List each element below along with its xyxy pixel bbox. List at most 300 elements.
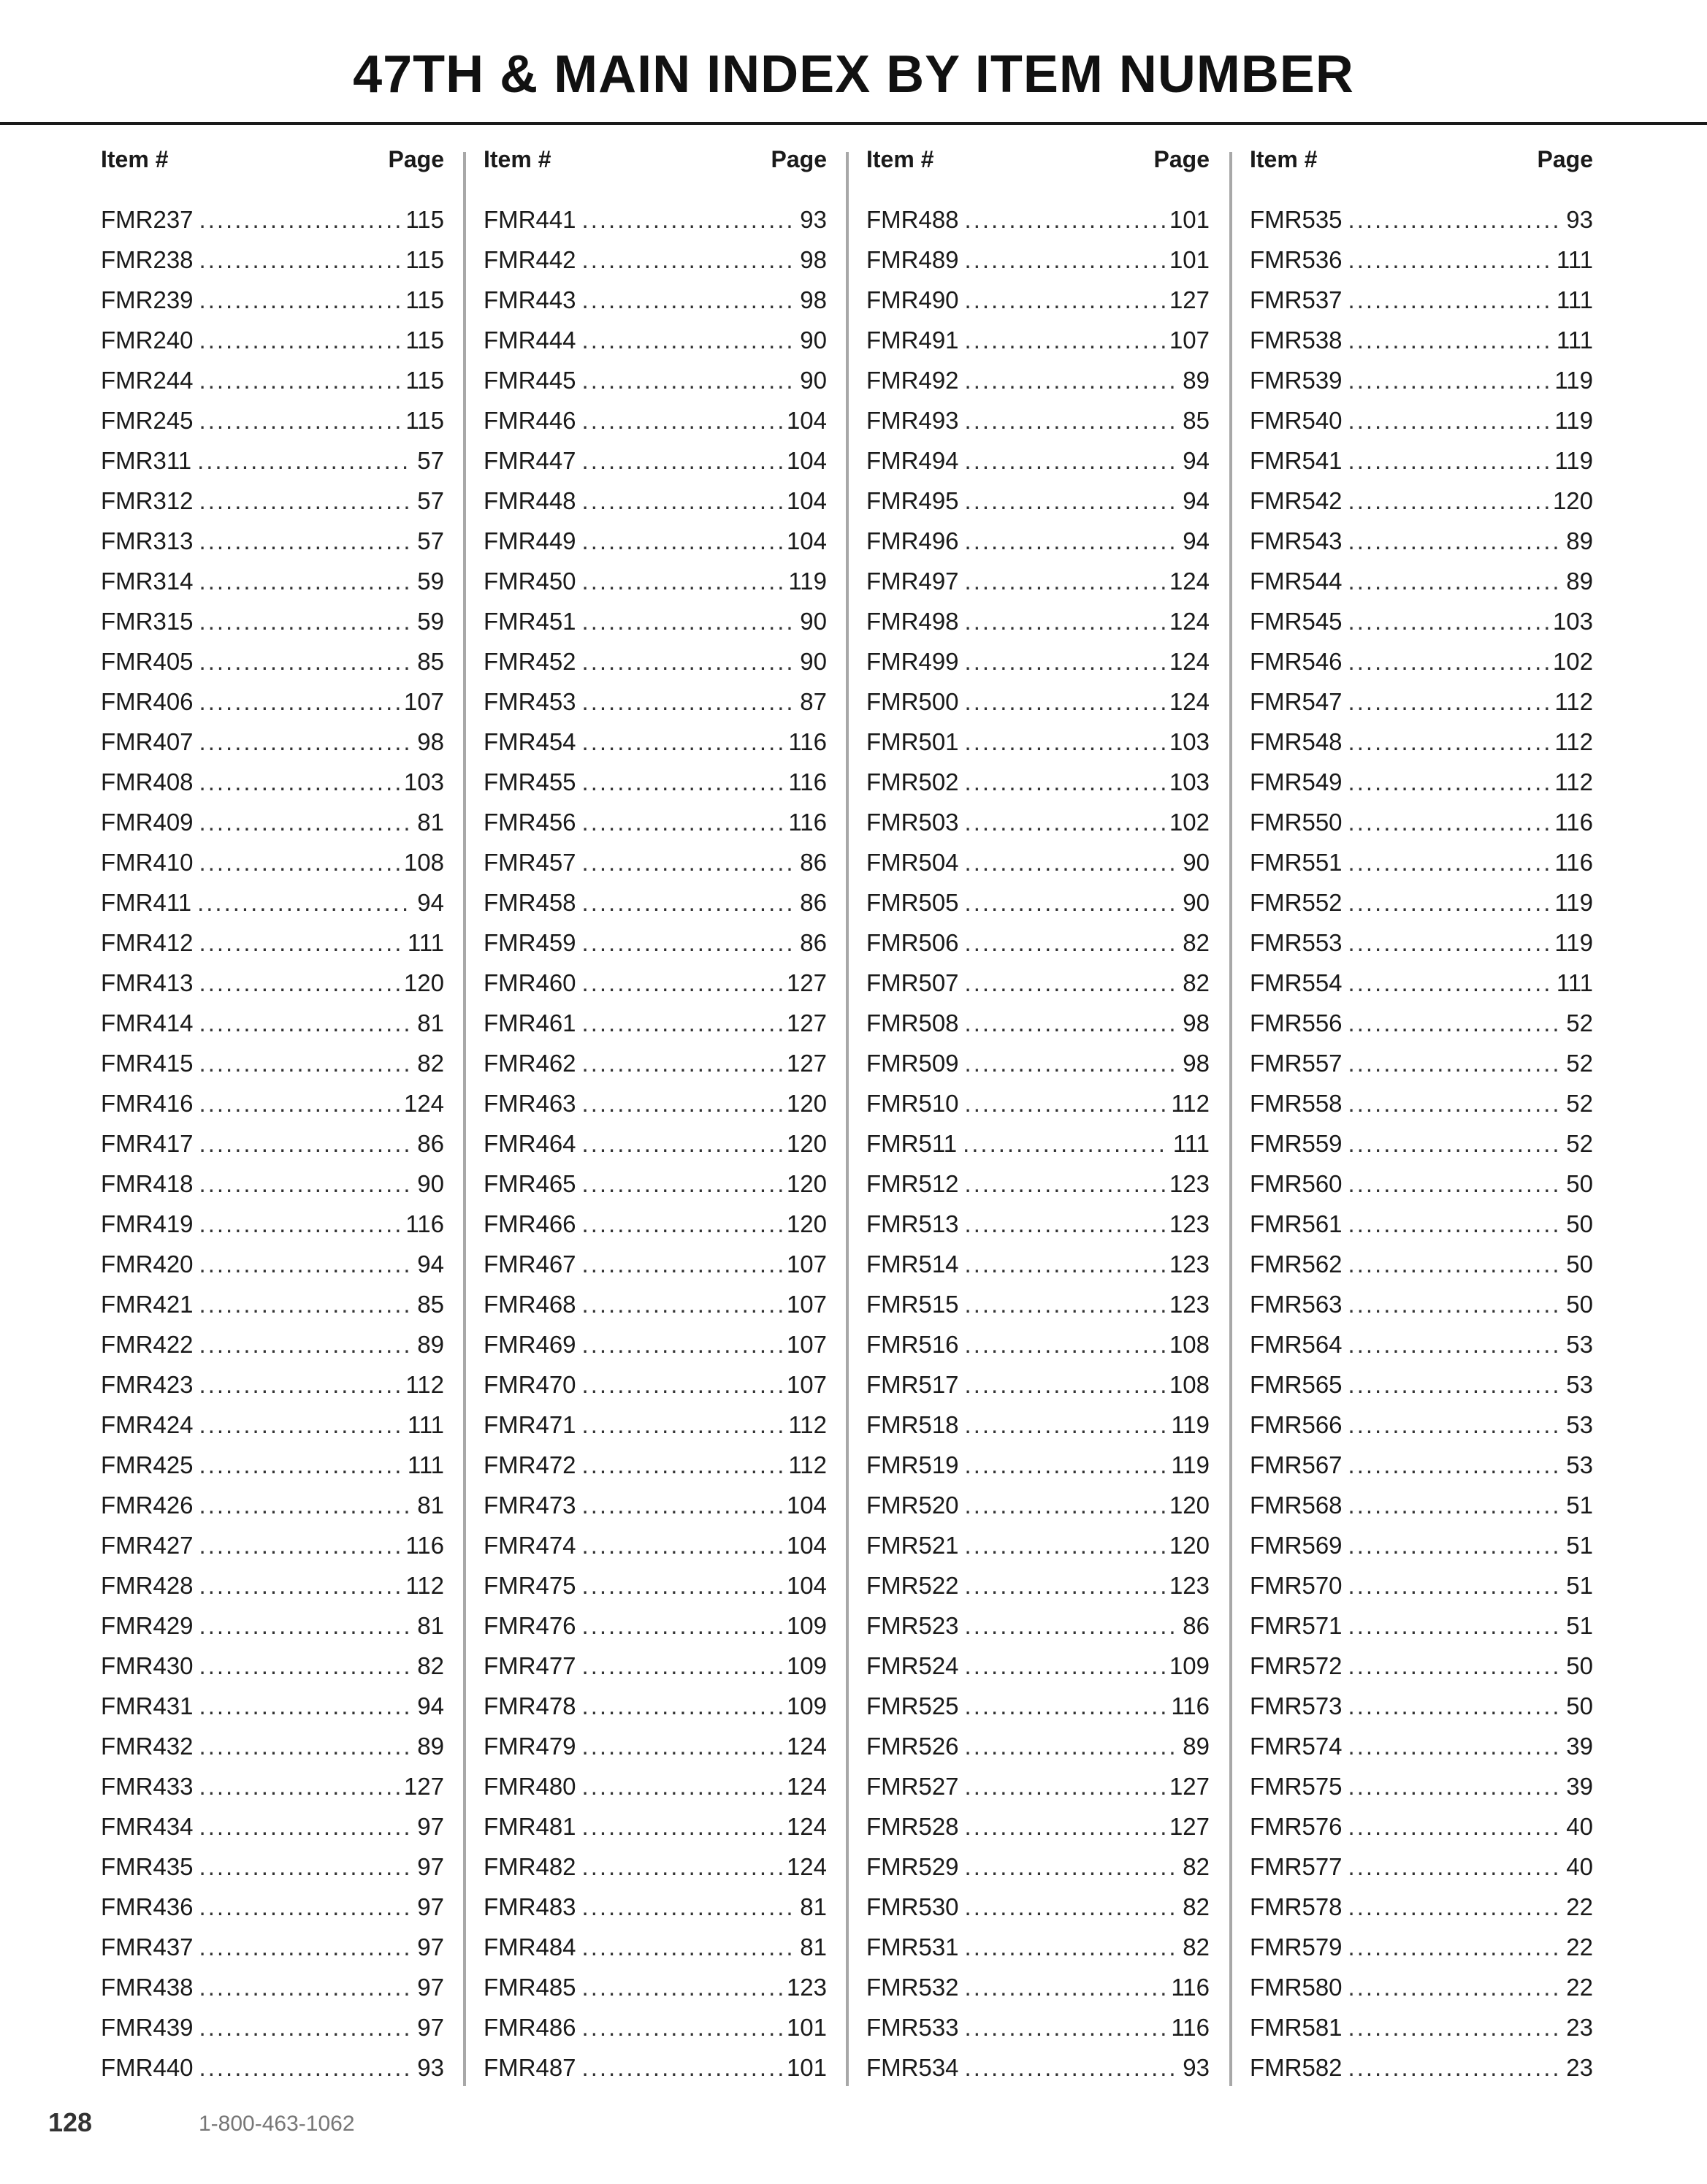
page-number: 52 (1566, 1050, 1593, 1077)
item-number: FMR456 (484, 809, 576, 836)
dot-leader (199, 1927, 413, 1967)
item-header: Item # (484, 146, 551, 172)
dot-leader (965, 2047, 1179, 2088)
page-title: 47TH & MAIN INDEX BY ITEM NUMBER (353, 45, 1354, 104)
index-entry (1250, 1686, 1593, 1726)
page-number: 124 (786, 1773, 827, 1800)
item-number: FMR443 (484, 286, 576, 313)
item-number: FMR572 (1250, 1652, 1343, 1679)
index-entry (484, 802, 827, 842)
dot-leader (199, 1686, 413, 1726)
index-entry (101, 1164, 444, 1204)
index-entry (484, 1887, 827, 1927)
dot-leader (965, 842, 1179, 882)
page-number: 103 (403, 768, 444, 795)
index-entry (866, 320, 1210, 360)
item-number: FMR479 (484, 1733, 576, 1760)
item-number: FMR569 (1250, 1532, 1343, 1559)
index-entry (866, 1525, 1210, 1565)
item-number: FMR461 (484, 1009, 576, 1036)
dot-leader (965, 1445, 1167, 1485)
dot-leader (582, 681, 796, 722)
item-number: FMR580 (1250, 1974, 1343, 2001)
item-number: FMR545 (1250, 608, 1343, 635)
item-number: FMR497 (866, 568, 959, 595)
index-entry (101, 1043, 444, 1083)
dot-leader (582, 1686, 782, 1726)
page-number: 22 (1566, 1974, 1593, 2001)
page-number: 97 (417, 1974, 444, 2001)
dot-leader (965, 561, 1165, 601)
index-entry (101, 1405, 444, 1445)
index-entry (866, 1284, 1210, 1324)
item-number: FMR468 (484, 1291, 576, 1318)
item-number: FMR519 (866, 1451, 959, 1478)
index-entry (101, 1646, 444, 1686)
item-number: FMR551 (1250, 849, 1343, 876)
item-number: FMR506 (866, 929, 959, 956)
dot-leader (582, 521, 782, 561)
item-number: FMR508 (866, 1009, 959, 1036)
item-number: FMR575 (1250, 1773, 1343, 1800)
dot-leader (582, 1485, 782, 1525)
dot-leader (197, 882, 413, 923)
item-number: FMR550 (1250, 809, 1343, 836)
index-entry (866, 1405, 1210, 1445)
item-number: FMR419 (101, 1210, 194, 1237)
page-number: 111 (407, 929, 444, 956)
item-number: FMR446 (484, 407, 576, 434)
item-number: FMR498 (866, 608, 959, 635)
index-entry (866, 762, 1210, 802)
index-entry (1250, 320, 1593, 360)
item-number: FMR465 (484, 1170, 576, 1197)
page-number: 112 (405, 1371, 444, 1398)
page-number: 89 (1566, 527, 1593, 554)
dot-leader (1348, 923, 1551, 963)
item-number: FMR245 (101, 407, 194, 434)
page-number: 109 (786, 1612, 827, 1639)
item-number: FMR447 (484, 447, 576, 474)
index-entry (866, 681, 1210, 722)
item-number: FMR476 (484, 1612, 576, 1639)
index-entry (101, 521, 444, 561)
index-entry (484, 1525, 827, 1565)
item-number: FMR481 (484, 1813, 576, 1840)
dot-leader (1348, 1204, 1562, 1244)
page-number: 53 (1566, 1451, 1593, 1478)
page-number: 124 (1169, 688, 1210, 715)
dot-leader (965, 1284, 1165, 1324)
dot-leader (1348, 681, 1551, 722)
item-number: FMR314 (101, 568, 194, 595)
item-number: FMR521 (866, 1532, 959, 1559)
dot-leader (582, 641, 796, 681)
item-number: FMR457 (484, 849, 576, 876)
page-number: 97 (417, 1853, 444, 1880)
item-number: FMR412 (101, 929, 194, 956)
page-number: 107 (786, 1371, 827, 1398)
item-number: FMR432 (101, 1733, 194, 1760)
index-entry (484, 1364, 827, 1405)
item-number: FMR537 (1250, 286, 1343, 313)
item-number: FMR534 (866, 2054, 959, 2081)
item-number: FMR239 (101, 286, 194, 313)
dot-leader (199, 1164, 413, 1204)
index-entry (1250, 802, 1593, 842)
page-number: 111 (1172, 1130, 1210, 1157)
index-entry (484, 1284, 827, 1324)
page-number: 119 (1554, 929, 1593, 956)
item-number: FMR518 (866, 1411, 959, 1438)
index-entry (1250, 963, 1593, 1003)
dot-leader (1348, 440, 1551, 481)
dot-leader (199, 400, 402, 440)
page-number: 22 (1566, 1893, 1593, 1920)
page-number: 120 (786, 1090, 827, 1117)
item-number: FMR477 (484, 1652, 576, 1679)
dot-leader (582, 2047, 782, 2088)
page-number: 52 (1566, 1090, 1593, 1117)
page-number: 90 (417, 1170, 444, 1197)
dot-leader (199, 923, 403, 963)
item-number: FMR424 (101, 1411, 194, 1438)
dot-leader (965, 722, 1165, 762)
page-number: 86 (1183, 1612, 1210, 1639)
index-entry (866, 240, 1210, 280)
page-number: 94 (1183, 527, 1210, 554)
dot-leader (1348, 360, 1551, 400)
dot-leader (199, 1605, 413, 1646)
item-number: FMR502 (866, 768, 959, 795)
item-number: FMR526 (866, 1733, 959, 1760)
item-number: FMR405 (101, 648, 194, 675)
index-entry (866, 440, 1210, 481)
page-number: 39 (1566, 1733, 1593, 1760)
page-number: 97 (417, 1893, 444, 1920)
index-entry (484, 601, 827, 641)
dot-leader (1348, 1485, 1562, 1525)
item-number: FMR439 (101, 2014, 194, 2041)
page-number: 116 (1171, 2014, 1210, 2041)
item-number: FMR553 (1250, 929, 1343, 956)
item-number: FMR237 (101, 206, 194, 233)
dot-leader (1348, 1967, 1562, 2007)
item-number: FMR570 (1250, 1572, 1343, 1599)
dot-leader (199, 2047, 413, 2088)
dot-leader (582, 1204, 782, 1244)
dot-leader (199, 360, 402, 400)
dot-leader (582, 1565, 782, 1605)
item-number: FMR488 (866, 206, 959, 233)
dot-leader (1348, 1686, 1562, 1726)
page-number: 82 (1183, 1893, 1210, 1920)
dot-leader (199, 1565, 402, 1605)
item-header: Item # (1250, 146, 1318, 172)
dot-leader (199, 722, 413, 762)
dot-leader (199, 963, 400, 1003)
dot-leader (1348, 561, 1562, 601)
index-entry (484, 923, 827, 963)
dot-leader (582, 1445, 784, 1485)
dot-leader (1348, 1726, 1562, 1766)
page-header: Page (388, 146, 444, 172)
page-number: 103 (1169, 768, 1210, 795)
index-entry (101, 1726, 444, 1766)
item-number: FMR417 (101, 1130, 194, 1157)
dot-leader (965, 1324, 1165, 1364)
dot-leader (965, 1847, 1179, 1887)
index-entry (866, 360, 1210, 400)
index-entry (484, 842, 827, 882)
index-rows (484, 199, 827, 2088)
page-number: 90 (1183, 889, 1210, 916)
dot-leader (582, 1726, 782, 1766)
item-number: FMR413 (101, 969, 194, 996)
page-number: 112 (1554, 768, 1593, 795)
index-entry (1250, 1927, 1593, 1967)
page-number: 97 (417, 1813, 444, 1840)
index-entry (866, 1686, 1210, 1726)
item-number: FMR533 (866, 2014, 959, 2041)
index-entry (866, 400, 1210, 440)
page-number: 127 (1169, 1813, 1210, 1840)
dot-leader (965, 681, 1165, 722)
index-entry (866, 963, 1210, 1003)
page-number: 124 (786, 1813, 827, 1840)
page-number: 94 (417, 1251, 444, 1278)
index-entry (101, 1244, 444, 1284)
page-number: 112 (788, 1451, 827, 1478)
page-number: 123 (1169, 1210, 1210, 1237)
item-number: FMR423 (101, 1371, 194, 1398)
index-rows (866, 199, 1210, 2088)
item-number: FMR563 (1250, 1291, 1343, 1318)
dot-leader (199, 1766, 400, 1806)
dot-leader (965, 1525, 1165, 1565)
item-number: FMR560 (1250, 1170, 1343, 1197)
item-number: FMR445 (484, 367, 576, 394)
index-entry (1250, 1364, 1593, 1405)
item-number: FMR524 (866, 1652, 959, 1679)
index-entry (101, 1364, 444, 1405)
index-entry (1250, 1525, 1593, 1565)
index-entry (1250, 1164, 1593, 1204)
dot-leader (582, 320, 796, 360)
index-entry (1250, 1003, 1593, 1043)
item-number: FMR440 (101, 2054, 194, 2081)
index-entry (866, 802, 1210, 842)
dot-leader (199, 1806, 413, 1847)
page-number: 81 (800, 1893, 827, 1920)
item-number: FMR507 (866, 969, 959, 996)
item-number: FMR538 (1250, 327, 1343, 354)
index-entry (1250, 561, 1593, 601)
dot-leader (582, 923, 796, 963)
index-entry (1250, 1485, 1593, 1525)
index-entry (101, 1847, 444, 1887)
item-number: FMR552 (1250, 889, 1343, 916)
page-header: Page (1153, 146, 1210, 172)
dot-leader (965, 762, 1165, 802)
dot-leader (199, 240, 402, 280)
index-entry (1250, 762, 1593, 802)
item-number: FMR554 (1250, 969, 1343, 996)
item-number: FMR541 (1250, 447, 1343, 474)
page-number: 127 (786, 1050, 827, 1077)
item-number: FMR311 (101, 447, 192, 474)
page-number: 103 (1552, 608, 1593, 635)
page-number: 53 (1566, 1371, 1593, 1398)
index-entry (1250, 240, 1593, 280)
item-number: FMR427 (101, 1532, 194, 1559)
page-number: 82 (1183, 1853, 1210, 1880)
dot-leader (199, 1485, 413, 1525)
index-entry (484, 1646, 827, 1686)
item-number: FMR420 (101, 1251, 194, 1278)
dot-leader (965, 1043, 1179, 1083)
item-number: FMR566 (1250, 1411, 1343, 1438)
page-number: 127 (786, 1009, 827, 1036)
page-number: 119 (788, 568, 827, 595)
item-number: FMR408 (101, 768, 194, 795)
page-number: 109 (786, 1652, 827, 1679)
item-header: Item # (101, 146, 169, 172)
index-rows (101, 199, 444, 2088)
item-number: FMR483 (484, 1893, 576, 1920)
index-entry (866, 1726, 1210, 1766)
dot-leader (1348, 1043, 1562, 1083)
dot-leader (1348, 1927, 1562, 1967)
item-number: FMR513 (866, 1210, 959, 1237)
index-entry (101, 360, 444, 400)
dot-leader (1348, 842, 1551, 882)
index-entry (1250, 601, 1593, 641)
page-number: 81 (417, 1492, 444, 1519)
dot-leader (199, 1646, 413, 1686)
index-entry (101, 1686, 444, 1726)
index-entry (866, 1364, 1210, 1405)
item-number: FMR517 (866, 1371, 959, 1398)
index-entry (101, 400, 444, 440)
page-number: 57 (417, 447, 444, 474)
page-number: 119 (1171, 1451, 1210, 1478)
index-entry (484, 561, 827, 601)
index-entry (866, 1605, 1210, 1646)
page-number: 81 (417, 1612, 444, 1639)
page-number: 116 (788, 728, 827, 755)
page-number: 124 (1169, 648, 1210, 675)
dot-leader (1348, 481, 1548, 521)
page-number: 111 (1556, 246, 1593, 273)
dot-leader (582, 1123, 782, 1164)
index-entry (101, 1806, 444, 1847)
dot-leader (199, 1003, 413, 1043)
index-entry (101, 440, 444, 481)
item-number: FMR458 (484, 889, 576, 916)
column-divider (463, 152, 466, 2086)
item-number: FMR486 (484, 2014, 576, 2041)
page-number: 123 (1169, 1291, 1210, 1318)
index-entry (866, 481, 1210, 521)
index-entry (101, 1284, 444, 1324)
item-number: FMR573 (1250, 1692, 1343, 1719)
page-number: 115 (405, 286, 444, 313)
index-entry (484, 280, 827, 320)
page-number: 81 (417, 1009, 444, 1036)
item-number: FMR463 (484, 1090, 576, 1117)
item-number: FMR460 (484, 969, 576, 996)
item-number: FMR415 (101, 1050, 194, 1077)
page-number: 115 (405, 367, 444, 394)
item-number: FMR430 (101, 1652, 194, 1679)
page-number: 53 (1566, 1331, 1593, 1358)
page-number: 101 (786, 2054, 827, 2081)
item-number: FMR574 (1250, 1733, 1343, 1760)
item-number: FMR240 (101, 327, 194, 354)
page-number: 104 (786, 527, 827, 554)
item-number: FMR455 (484, 768, 576, 795)
page-number: 124 (1169, 568, 1210, 595)
page-number: 104 (786, 1572, 827, 1599)
item-number: FMR406 (101, 688, 194, 715)
index-entry (101, 199, 444, 240)
index-entry (866, 882, 1210, 923)
page-number: 22 (1566, 1933, 1593, 1960)
page-number: 86 (800, 849, 827, 876)
item-number: FMR535 (1250, 206, 1343, 233)
index-entry (1250, 400, 1593, 440)
dot-leader (582, 1646, 782, 1686)
dot-leader (965, 1083, 1167, 1123)
item-number: FMR313 (101, 527, 194, 554)
item-number: FMR433 (101, 1773, 194, 1800)
index-entry (1250, 1324, 1593, 1364)
index-entry (866, 842, 1210, 882)
page-number: 123 (1169, 1251, 1210, 1278)
item-number: FMR509 (866, 1050, 959, 1077)
index-entry (1250, 1244, 1593, 1284)
dot-leader (582, 1083, 782, 1123)
page-number: 90 (800, 327, 827, 354)
page-number: 94 (417, 1692, 444, 1719)
dot-leader (1348, 1565, 1562, 1605)
index-entry (866, 2047, 1210, 2088)
item-number: FMR515 (866, 1291, 959, 1318)
page-number: 116 (788, 768, 827, 795)
index-entry (101, 1123, 444, 1164)
dot-leader (582, 1887, 796, 1927)
item-number: FMR493 (866, 407, 959, 434)
item-number: FMR410 (101, 849, 194, 876)
index-entry (101, 641, 444, 681)
dot-leader (1348, 1646, 1562, 1686)
item-number: FMR470 (484, 1371, 576, 1398)
dot-leader (582, 1324, 782, 1364)
item-number: FMR454 (484, 728, 576, 755)
page-number: 127 (403, 1773, 444, 1800)
item-number: FMR568 (1250, 1492, 1343, 1519)
item-number: FMR462 (484, 1050, 576, 1077)
item-number: FMR435 (101, 1853, 194, 1880)
item-number: FMR564 (1250, 1331, 1343, 1358)
index-entry (1250, 1726, 1593, 1766)
dot-leader (965, 1364, 1165, 1405)
dot-leader (1348, 1445, 1562, 1485)
dot-leader (199, 2007, 413, 2047)
index-entry (484, 1405, 827, 1445)
dot-leader (582, 1766, 782, 1806)
